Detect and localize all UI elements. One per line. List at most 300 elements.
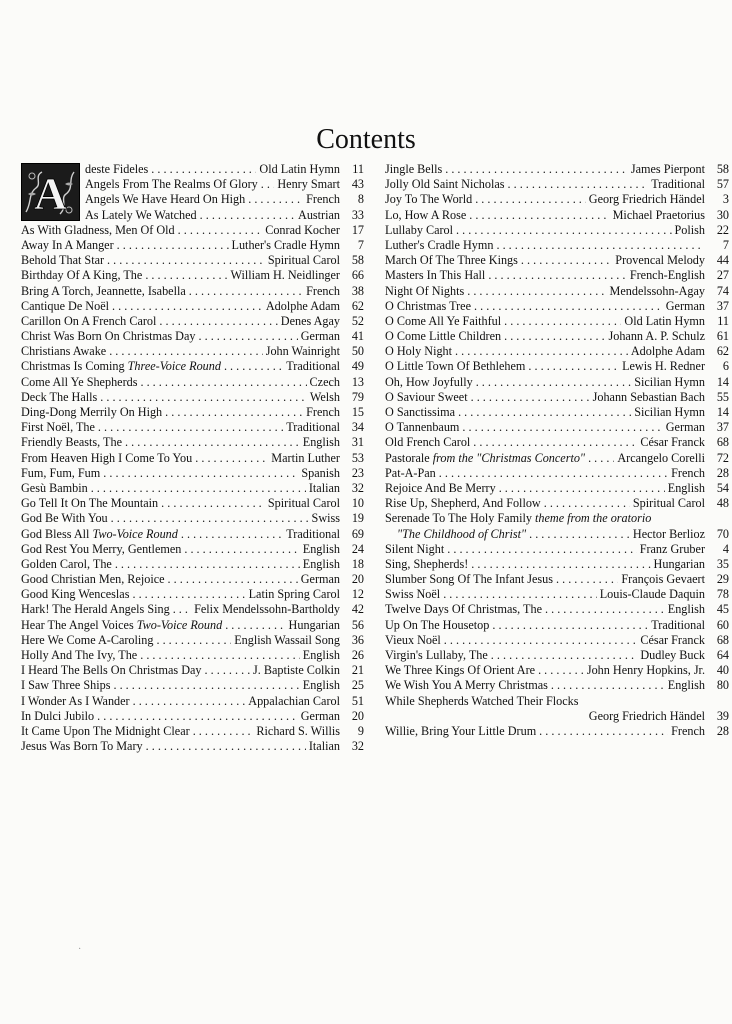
- toc-entry: [385, 390, 729, 405]
- entry-title-text: As With Gladness, Men Of Old: [21, 222, 175, 237]
- toc-entry: [385, 618, 729, 633]
- entry-title-text: O Come All Ye Faithful: [385, 313, 502, 328]
- entry-title-text: We Wish You A Merry Christmas: [385, 678, 548, 693]
- entry-origin: German: [300, 329, 340, 344]
- entry-title-text: Deck The Halls: [21, 389, 98, 404]
- entry-origin: English: [302, 435, 340, 450]
- entry-title-text: Angels We Have Heard On High: [85, 192, 246, 207]
- entry-title-text: It Came Upon The Midnight Clear: [21, 723, 190, 738]
- entry-page-number: 41: [351, 329, 364, 344]
- entry-title: [385, 648, 488, 663]
- entry-title: [21, 420, 95, 435]
- entry-title-text: Twelve Days Of Christmas, The: [385, 602, 542, 617]
- dot-leader: [151, 162, 256, 177]
- entry-page-number: 31: [351, 435, 364, 450]
- entry-title-text: O Come Little Children: [385, 329, 502, 344]
- dot-leader: [458, 405, 631, 420]
- toc-entry: [21, 694, 364, 709]
- entry-page-number: 66: [351, 268, 364, 283]
- entry-title: [21, 496, 158, 511]
- dot-leader: [462, 420, 662, 435]
- dot-leader: [492, 618, 648, 633]
- toc-entry: [21, 481, 364, 496]
- entry-title: [385, 451, 585, 466]
- toc-entry: [21, 451, 364, 466]
- entry-title-text: While Shepherds Watched Their Flocks: [385, 693, 579, 708]
- dot-leader: [132, 587, 245, 602]
- entry-page-number: 49: [351, 359, 364, 374]
- entry-page-number: 56: [351, 617, 364, 632]
- entry-page-number: 22: [716, 222, 729, 237]
- entry-origin: Luther's Cradle Hymn: [231, 237, 340, 252]
- entry-title: [21, 724, 190, 739]
- entry-origin: Old Latin Hymn: [624, 313, 705, 328]
- entry-title-text: O Holy Night: [385, 344, 453, 359]
- entry-page-number: 68: [716, 435, 729, 450]
- toc-entry: [21, 511, 364, 526]
- toc-entry: [385, 451, 729, 466]
- entry-title: [397, 527, 526, 542]
- dot-leader: [146, 739, 306, 754]
- dot-leader: [443, 587, 597, 602]
- entry-title: [21, 329, 196, 344]
- toc-entry: [385, 572, 729, 587]
- toc-entry: [385, 481, 729, 496]
- entry-origin: Traditional: [286, 359, 340, 374]
- entry-title-text: Hear The Angel Voices: [21, 617, 134, 632]
- entry-title: [385, 344, 452, 359]
- entry-page-number: 62: [716, 344, 729, 359]
- entry-title: [385, 618, 489, 633]
- entry-origin: French: [306, 283, 340, 298]
- toc-entry: [21, 253, 364, 268]
- entry-title-text: God Be With You: [21, 511, 108, 526]
- entry-origin: Austrian: [298, 207, 340, 222]
- entry-title-text: Good King Wenceslas: [21, 587, 130, 602]
- toc-entry: [385, 678, 729, 693]
- dot-leader: [456, 223, 671, 238]
- entry-title: [21, 223, 175, 238]
- entry-title: [385, 496, 541, 511]
- dot-leader: [508, 177, 649, 192]
- toc-entry: [385, 405, 729, 420]
- entry-title-text: Up On The Housetop: [385, 617, 490, 632]
- dot-leader: [248, 192, 303, 207]
- entry-title-text: Masters In This Hall: [385, 268, 486, 283]
- entry-title: [21, 253, 104, 268]
- entry-title: [385, 663, 535, 678]
- entry-title: [21, 527, 178, 542]
- entry-title-text: Christians Awake: [21, 344, 107, 359]
- entry-page-number: 17: [351, 222, 364, 237]
- dot-leader: [133, 694, 246, 709]
- dot-leader: [475, 192, 586, 207]
- entry-page-number: 40: [716, 663, 729, 678]
- entry-title-text: Away In A Manger: [21, 237, 114, 252]
- entry-title-text: Cantique De Noël: [21, 298, 109, 313]
- entry-title: [385, 481, 496, 496]
- dot-leader: [544, 496, 630, 511]
- entry-title-text: Pastorale: [385, 450, 430, 465]
- entry-title: [385, 299, 471, 314]
- toc-entry: [85, 192, 364, 207]
- entry-page-number: 80: [716, 678, 729, 693]
- entry-title: [21, 390, 97, 405]
- dot-leader: [200, 208, 295, 223]
- entry-title: [85, 162, 148, 177]
- contents-column-left: [21, 162, 364, 754]
- entry-title-italic: theme from the oratorio: [535, 511, 652, 526]
- first-entry-block: [21, 162, 364, 223]
- dot-leader: [109, 344, 263, 359]
- entry-page-number: 74: [716, 283, 729, 298]
- entry-title-text: Pat-A-Pan: [385, 465, 436, 480]
- dot-leader: [469, 208, 609, 223]
- entry-page-number: 58: [351, 253, 364, 268]
- entry-title: [385, 694, 579, 709]
- dot-leader: [199, 329, 298, 344]
- entry-title-text: Luther's Cradle Hymn: [385, 237, 494, 252]
- entry-page-number: 20: [351, 708, 364, 723]
- dot-leader: [474, 299, 663, 314]
- dot-leader: [439, 466, 668, 481]
- entry-title-text: Rise Up, Shepherd, And Follow: [385, 496, 541, 511]
- entry-title-text: O Sanctissima: [385, 405, 456, 419]
- entry-origin: Franz Gruber: [639, 541, 705, 556]
- entry-title-text: Oh, How Joyfully: [385, 374, 473, 389]
- entry-title: [21, 587, 129, 602]
- entry-origin: French: [671, 465, 705, 480]
- toc-entry: [85, 208, 364, 223]
- dot-leader: [91, 481, 306, 496]
- toc-entry: [21, 344, 364, 359]
- entry-title-text: Jingle Bells: [385, 162, 443, 176]
- entry-origin: Czech: [309, 374, 340, 389]
- entry-origin: Spiritual Carol: [267, 496, 340, 511]
- entry-page-number: 13: [351, 374, 364, 389]
- toc-entry: [385, 177, 729, 192]
- entry-title-text: Joy To The World: [385, 192, 473, 207]
- toc-entry: [21, 496, 364, 511]
- entry-origin: Traditional: [286, 526, 340, 541]
- entry-origin: English Wassail Song: [234, 632, 340, 647]
- entry-page-number: 21: [351, 663, 364, 678]
- entry-origin: Johann Sebastian Bach: [592, 389, 705, 404]
- toc-entry: [21, 329, 364, 344]
- entry-page-number: 28: [716, 465, 729, 480]
- toc-entry: [385, 238, 729, 253]
- toc-entry: [385, 496, 729, 511]
- entry-title: [21, 663, 202, 678]
- entry-page-number: 29: [716, 572, 729, 587]
- entry-origin: French: [306, 192, 340, 207]
- entry-title: [385, 557, 468, 572]
- toc-entry: [385, 329, 729, 344]
- toc-entry: [385, 299, 729, 314]
- entry-title: [21, 618, 222, 633]
- entry-origin: Johann A. P. Schulz: [608, 329, 705, 344]
- entry-title: [21, 359, 221, 374]
- toc-entry: [21, 284, 364, 299]
- dot-leader: [159, 314, 277, 329]
- entry-origin: Georg Friedrich Händel: [588, 708, 705, 723]
- drop-cap-ornament-icon: [22, 164, 79, 220]
- dot-leader: [168, 572, 298, 587]
- dot-leader: [161, 496, 265, 511]
- entry-page-number: 35: [716, 556, 729, 571]
- toc-entry: [21, 542, 364, 557]
- dot-leader: [115, 557, 300, 572]
- toc-entry: [21, 314, 364, 329]
- entry-title-text: Slumber Song Of The Infant Jesus: [385, 572, 554, 587]
- toc-entry: [385, 375, 729, 390]
- entry-page-number: 25: [351, 678, 364, 693]
- entry-title-text: Sing, Shepherds!: [385, 556, 469, 571]
- entry-title-text: I Heard The Bells On Christmas Day: [21, 663, 202, 678]
- entry-page-number: 12: [351, 587, 364, 602]
- entry-title-text: Willie, Bring Your Little Drum: [385, 723, 537, 738]
- dot-leader: [181, 527, 283, 542]
- entry-title-text: March Of The Three Kings: [385, 253, 518, 268]
- toc-entry: [21, 724, 364, 739]
- entry-origin: Sicilian Hymn: [634, 405, 705, 419]
- entry-origin: François Gevaert: [621, 572, 705, 587]
- entry-page-number: 48: [716, 496, 729, 511]
- entry-page-number: 14: [716, 374, 729, 389]
- entry-page-number: 28: [716, 723, 729, 738]
- dot-leader: [504, 329, 605, 344]
- dot-leader: [473, 435, 637, 450]
- entry-origin: Italian: [308, 480, 340, 495]
- entry-origin: Felix Mendelssohn-Bartholdy: [194, 602, 340, 617]
- entry-title: [21, 435, 122, 450]
- entry-page-number: 6: [722, 359, 729, 374]
- entry-origin: English: [302, 678, 340, 693]
- dot-leader: [499, 481, 665, 496]
- entry-title-text: I Wonder As I Wander: [21, 693, 130, 708]
- dot-leader: [97, 709, 298, 724]
- dot-leader: [184, 542, 299, 557]
- dot-leader: [551, 678, 665, 693]
- dot-leader: [521, 253, 612, 268]
- dot-leader: [445, 162, 628, 177]
- entry-title: [385, 238, 493, 253]
- entry-title: [385, 314, 501, 329]
- entry-page-number: 62: [351, 298, 364, 313]
- entry-title: [385, 678, 548, 693]
- entry-page-number: 33: [351, 207, 364, 222]
- entry-title: [385, 208, 466, 223]
- dot-leader: [165, 405, 303, 420]
- dot-leader: [491, 648, 638, 663]
- entry-page-number: 57: [716, 177, 729, 192]
- entry-origin: Spanish: [301, 465, 340, 480]
- entry-title-text: O Saviour Sweet: [385, 389, 468, 404]
- entry-title-text: God Bless All: [21, 526, 90, 541]
- toc-entry: [21, 663, 364, 678]
- entry-origin: Traditional: [651, 617, 705, 632]
- dot-leader: [538, 663, 584, 678]
- entry-title-text: Lo, How A Rose: [385, 207, 467, 222]
- entry-title: [21, 299, 109, 314]
- toc-entry: [385, 527, 729, 542]
- toc-entry: [21, 572, 364, 587]
- dot-leader: [189, 284, 303, 299]
- entry-title-text: O Tannenbaum: [385, 420, 460, 435]
- entry-title: [21, 238, 114, 253]
- entry-title-text: Good Christian Men, Rejoice: [21, 572, 165, 587]
- entry-title-italic: Two-Voice Round: [136, 617, 223, 632]
- toc-entry: [385, 192, 729, 207]
- entry-title: [21, 602, 170, 617]
- toc-entry: [21, 709, 364, 724]
- dot-leader: [545, 602, 665, 617]
- entry-title: [21, 284, 186, 299]
- dot-leader: [111, 511, 309, 526]
- entry-title-text: Lullaby Carol: [385, 222, 454, 237]
- toc-entry: [21, 557, 364, 572]
- entry-title: [385, 390, 468, 405]
- toc-entry: [21, 390, 364, 405]
- entry-origin: Georg Friedrich Händel: [588, 192, 705, 207]
- entry-origin: John Henry Hopkins, Jr.: [586, 663, 705, 678]
- entry-page-number: 14: [716, 405, 729, 419]
- entry-page-number: 43: [351, 177, 364, 192]
- dot-leader: [125, 435, 300, 450]
- entry-page-number: 18: [351, 556, 364, 571]
- entry-page-number: 36: [351, 632, 364, 647]
- entry-origin: English: [667, 602, 705, 617]
- dot-leader: [476, 375, 632, 390]
- entry-page-number: 52: [351, 313, 364, 328]
- entry-origin: César Franck: [640, 435, 705, 450]
- entry-origin: English: [667, 480, 705, 495]
- entry-title-italic: Three-Voice Round: [127, 359, 221, 374]
- entry-origin: Welsh: [309, 389, 340, 404]
- entry-page-number: 44: [716, 253, 729, 268]
- entry-title-text: Birthday Of A King, The: [21, 268, 143, 283]
- entry-origin: Hungarian: [653, 556, 705, 571]
- entry-title-text: As Lately We Watched: [85, 207, 197, 222]
- entry-origin: Denes Agay: [280, 313, 340, 328]
- entry-title: [21, 451, 192, 466]
- entry-title: [385, 405, 455, 420]
- entry-title: [385, 162, 442, 177]
- dot-leader: [539, 724, 668, 739]
- dot-leader: [195, 451, 268, 466]
- entry-origin: J. Baptiste Colkin: [252, 663, 340, 678]
- entry-origin: Louis-Claude Daquin: [599, 587, 705, 602]
- toc-entry: [385, 557, 729, 572]
- entry-page-number: 11: [352, 162, 364, 176]
- entry-page-number: 3: [722, 192, 729, 207]
- entry-title-text: O Little Town Of Bethlehem: [385, 359, 526, 374]
- entry-page-number: 23: [351, 465, 364, 480]
- dot-leader: [444, 633, 638, 648]
- entry-title: [385, 602, 542, 617]
- entry-origin: English: [302, 648, 340, 663]
- entry-page-number: 20: [351, 572, 364, 587]
- entry-origin: Conrad Kocher: [265, 222, 340, 237]
- dot-leader: [447, 542, 636, 557]
- entry-origin: Appalachian Carol: [248, 693, 340, 708]
- entry-title-text: From Heaven High I Come To You: [21, 450, 193, 465]
- toc-entry: [21, 739, 364, 754]
- entry-title-text: Friendly Beasts, The: [21, 435, 122, 450]
- entry-page-number: 32: [351, 739, 364, 754]
- dot-leader: [471, 557, 650, 572]
- entry-title: [21, 572, 165, 587]
- entry-origin: German: [300, 572, 340, 587]
- dot-leader: [529, 527, 630, 542]
- dot-leader: [225, 618, 285, 633]
- entry-title-text: Carillon On A French Carol: [21, 313, 157, 328]
- entry-origin: English: [302, 541, 340, 556]
- entry-origin: French: [671, 723, 705, 738]
- dot-leader: [496, 238, 702, 253]
- dot-leader: [98, 420, 283, 435]
- entry-page-number: 72: [716, 450, 729, 465]
- entry-origin: French-English: [629, 268, 705, 283]
- entry-title-text: Serenade To The Holy Family: [385, 511, 532, 526]
- entry-origin: Arcangelo Corelli: [617, 450, 705, 465]
- dot-leader: [140, 648, 300, 663]
- entry-page-number: 34: [351, 420, 364, 435]
- entry-origin: French: [306, 405, 340, 420]
- entry-title: [385, 466, 436, 481]
- entry-origin: Richard S. Willis: [256, 723, 340, 738]
- entry-page-number: 70: [716, 526, 729, 541]
- entry-page-number: 37: [716, 420, 729, 435]
- dot-leader: [588, 451, 614, 466]
- entry-origin: Provencal Melody: [615, 253, 705, 268]
- entry-title: [21, 557, 112, 572]
- toc-entry: [385, 223, 729, 238]
- entry-page-number: 61: [716, 329, 729, 344]
- entry-origin: César Franck: [640, 632, 705, 647]
- entry-page-number: 24: [351, 541, 364, 556]
- entry-title: [21, 648, 137, 663]
- entry-origin: Traditional: [651, 177, 705, 192]
- dot-leader: [140, 375, 306, 390]
- toc-entry: [385, 268, 729, 283]
- entry-title: [385, 724, 536, 739]
- dot-leader: [156, 633, 231, 648]
- entry-title-text: I Saw Three Ships: [21, 678, 111, 693]
- entry-title: [385, 268, 485, 283]
- entry-origin: Hungarian: [288, 617, 340, 632]
- toc-entry: [21, 375, 364, 390]
- dot-leader: [193, 724, 254, 739]
- entry-title-text: Night Of Nights: [385, 283, 465, 298]
- dot-leader: [224, 359, 283, 374]
- entry-title-text: O Christmas Tree: [385, 298, 471, 313]
- entry-origin: Lewis H. Redner: [622, 359, 705, 374]
- entry-page-number: 60: [716, 617, 729, 632]
- entry-origin: Hector Berlioz: [632, 526, 705, 541]
- entry-origin: German: [665, 420, 705, 435]
- entry-title: [385, 542, 444, 557]
- toc-entry: [21, 420, 364, 435]
- entry-title: [385, 375, 473, 390]
- toc-entry: [385, 420, 729, 435]
- toc-entry: [385, 466, 729, 481]
- entry-origin: Adolphe Adam: [265, 298, 340, 313]
- toc-entry: [21, 648, 364, 663]
- dot-leader: [117, 238, 229, 253]
- entry-origin: Martin Luther: [271, 450, 340, 465]
- entry-origin: Michael Praetorius: [612, 207, 705, 222]
